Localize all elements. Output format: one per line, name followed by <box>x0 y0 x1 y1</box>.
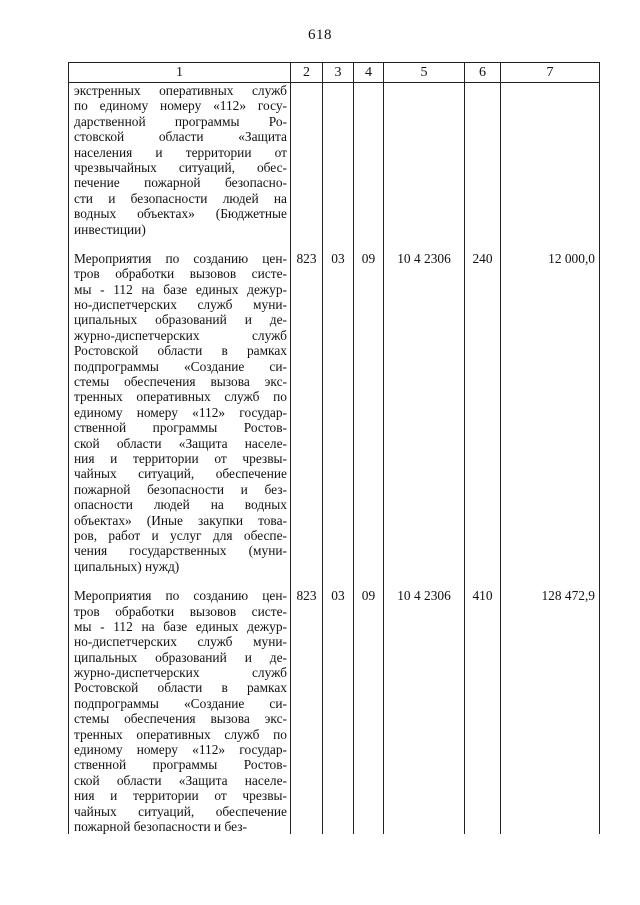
target-article-cell: 10 4 2306 <box>384 588 465 834</box>
table-row <box>69 588 600 834</box>
description-line: подпрограммы «Создание си- <box>74 358 287 374</box>
spacer-cell <box>501 574 600 588</box>
page-number: 618 <box>308 27 332 43</box>
spacer-cell <box>384 574 465 588</box>
spacer-cell <box>323 574 354 588</box>
description-line: печение пожарной безопасно- <box>74 175 287 191</box>
description-line: сти и безопасности людей на <box>74 190 287 206</box>
description-line: мы - 112 на базе единых дежур- <box>74 281 287 297</box>
description-line: стовской области «Защита <box>74 129 287 145</box>
header-col-3: 3 <box>323 63 354 83</box>
description-line: ской области «Защита населе- <box>74 435 287 451</box>
header-col-5: 5 <box>384 63 465 83</box>
description-line: пожарной безопасности и без- <box>74 481 287 497</box>
description-line: пожарной безопасности и без- <box>74 818 248 834</box>
target-article-cell: 10 4 2306 <box>384 251 465 574</box>
section-code-cell: 03 <box>323 251 354 574</box>
description-line: чайных ситуаций, обеспечение <box>74 466 287 482</box>
amount-cell: 128 472,9 <box>501 588 600 834</box>
description-line: дарственной программы Ро- <box>74 113 287 129</box>
description-line: ственной программы Ростов- <box>74 420 287 436</box>
budget-table <box>68 62 600 834</box>
subsection-code-cell: 09 <box>354 251 384 574</box>
ministry-code-cell: 823 <box>291 588 323 834</box>
description-cell <box>69 588 291 834</box>
description-line: объектах» (Иные закупки това- <box>74 512 287 528</box>
description-line: чайных ситуаций, обеспечение <box>74 803 287 819</box>
description-line: тров обработки вызовов систе- <box>74 266 287 282</box>
description-line: чения государственных (муни- <box>74 543 287 559</box>
description-line: Ростовской области в рамках <box>74 680 287 696</box>
description-line: по единому номеру «112» госу- <box>74 98 287 114</box>
description-cell <box>69 251 291 574</box>
description-line: ров, работ и услуг для обеспе- <box>74 527 287 543</box>
description-line: подпрограммы «Создание си- <box>74 695 287 711</box>
amount-cell: 12 000,0 <box>501 251 600 574</box>
header-col-1: 1 <box>69 63 291 83</box>
description-line: ственной программы Ростов- <box>74 757 287 773</box>
spacer-cell <box>465 574 501 588</box>
header-col-4: 4 <box>354 63 384 83</box>
spacer-cell <box>291 574 323 588</box>
description-line: ципальных образований и де- <box>74 312 287 328</box>
description-line: ния и территории от чрезвы- <box>74 788 287 804</box>
spacer-cell <box>501 237 600 251</box>
section-code-cell: 03 <box>323 588 354 834</box>
description-line: мы - 112 на базе единых дежур- <box>74 618 287 634</box>
description-line: стемы обеспечения вызова экс- <box>74 711 287 727</box>
description-line: единому номеру «112» государ- <box>74 404 287 420</box>
subsection-code-cell <box>354 83 384 237</box>
spacer-cell <box>354 237 384 251</box>
description-line: водных объектах» (Бюджетные <box>74 206 287 222</box>
description-line: ния и территории от чрезвы- <box>74 450 287 466</box>
expense-type-cell: 410 <box>465 588 501 834</box>
spacer-cell <box>384 237 465 251</box>
description-line: населения и территории от <box>74 144 287 160</box>
spacer-cell <box>465 237 501 251</box>
description-line: тров обработки вызовов систе- <box>74 603 287 619</box>
description-line: ской области «Защита населе- <box>74 772 287 788</box>
description-line: ципальных образований и де- <box>74 649 287 665</box>
spacer-cell <box>323 237 354 251</box>
ministry-code-cell <box>291 83 323 237</box>
description-cell <box>69 83 291 237</box>
description-line: опасности людей на водных <box>74 497 287 513</box>
amount-cell <box>501 83 600 237</box>
header-col-2: 2 <box>291 63 323 83</box>
subsection-code-cell: 09 <box>354 588 384 834</box>
description-line: чрезвычайных ситуаций, обес- <box>74 159 287 175</box>
spacer-cell <box>69 574 291 588</box>
description-line: тренных оперативных служб по <box>74 389 287 405</box>
description-line: экстренных оперативных служб <box>74 83 287 98</box>
spacer-cell <box>291 237 323 251</box>
description-line: инвестиции) <box>74 221 146 237</box>
expense-type-cell <box>465 83 501 237</box>
row-spacer <box>69 237 600 251</box>
ministry-code-cell: 823 <box>291 251 323 574</box>
table-body <box>69 83 600 835</box>
description-line: Мероприятия по созданию цен- <box>74 588 287 604</box>
spacer-cell <box>354 574 384 588</box>
description-line: стемы обеспечения вызова экс- <box>74 374 287 390</box>
section-code-cell <box>323 83 354 237</box>
row-spacer <box>69 574 600 588</box>
description-line: единому номеру «112» государ- <box>74 742 287 758</box>
description-line: ципальных) нужд) <box>74 558 180 574</box>
header-col-6: 6 <box>465 63 501 83</box>
target-article-cell <box>384 83 465 237</box>
description-line: журно-диспетчерских служб <box>74 665 287 681</box>
table-row <box>69 251 600 574</box>
description-line: журно-диспетчерских служб <box>74 327 287 343</box>
description-line: но-диспетчерских служб муни- <box>74 297 287 313</box>
description-line: Ростовской области в рамках <box>74 343 287 359</box>
description-line: тренных оперативных служб по <box>74 726 287 742</box>
spacer-cell <box>69 237 291 251</box>
expense-type-cell: 240 <box>465 251 501 574</box>
header-col-7: 7 <box>501 63 600 83</box>
table-header-row <box>69 63 600 83</box>
description-line: но-диспетчерских служб муни- <box>74 634 287 650</box>
table-row <box>69 83 600 237</box>
description-line: Мероприятия по созданию цен- <box>74 250 287 266</box>
